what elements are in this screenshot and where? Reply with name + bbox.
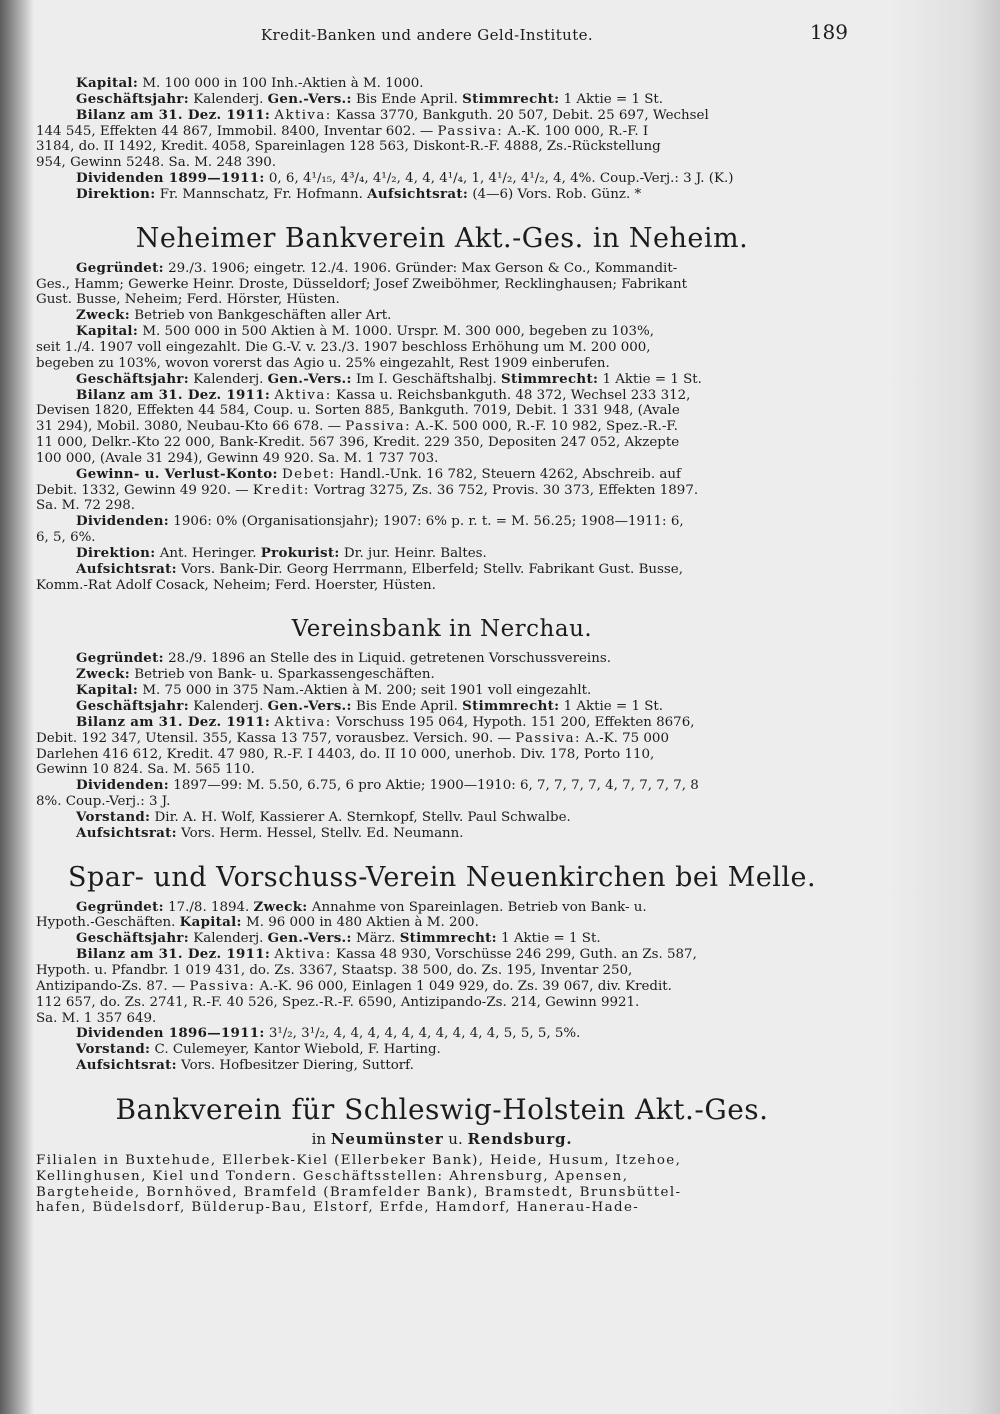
entry-line [36, 699, 848, 715]
field-label: Geschäftsjahr: [76, 698, 189, 714]
field-text: Vortrag 3275, Zs. 36 752, Provis. 30 373, Effekten 1897. [309, 482, 699, 498]
field-text: 100 000, (Avale 31 294), Gewinn 49 920. Sa. M. 1 737 703. [36, 450, 439, 466]
entry-line [36, 419, 848, 435]
field-label: Zweck: [76, 307, 130, 324]
field-text: Fr. Mannschatz, Fr. Hofmann. [155, 186, 368, 202]
field-text: Gust. Busse, Neheim; Ferd. Hörster, Hüsten. [36, 292, 340, 308]
field-label: Direktion: [76, 544, 156, 561]
field-label: Prokurist: [260, 544, 340, 561]
field-text: Komm.-Rat Adolf Cosack, Neheim; Ferd. Hoerster, Hüsten. [36, 577, 436, 593]
bank-title-neuenkirchen: Spar- und Vorschuss-Verein Neuenkirchen bei Melle. [67, 861, 817, 893]
field-text: Vors. Herm. Hessel, Stellv. Ed. Neumann. [176, 825, 464, 841]
field-label: Bilanz am 31. Dez. 1911: [76, 713, 271, 730]
field-text: A.-K. 75 000 [580, 730, 669, 746]
field-text: 1 Aktie = 1 St. [496, 931, 601, 947]
spaced-label: Aktiva: [274, 387, 332, 403]
entry-line [36, 1185, 848, 1201]
field-label: Stimmrecht: [462, 90, 560, 107]
field-text: Kalenderj. [189, 931, 268, 947]
spaced-label: Kredit: [252, 482, 310, 498]
field-text: Vorschuss 195 064, Hypoth. 151 200, Effekten 8676, [331, 714, 695, 730]
field-text: begeben zu 103%, wovon vorerst das Agio u. 25% eingezahlt, Rest 1909 einberufen. [36, 355, 610, 371]
subtitle-mid: u. [443, 1129, 468, 1148]
bank-title-nerchau: Vereinsbank in Nerchau. [291, 616, 593, 643]
entry-schleswig-holstein [36, 1153, 848, 1216]
entry-line [36, 1026, 848, 1042]
field-label: Stimmrecht: [462, 698, 560, 714]
field-label: Direktion: [76, 185, 156, 202]
entry-continued [36, 76, 848, 203]
field-text: M. 500 000 in 500 Aktien à M. 1000. Urspr. M. 300 000, begeben zu 103%, [138, 324, 654, 340]
entry-line [36, 667, 848, 683]
entry-line [36, 308, 848, 324]
field-text: A.-K. 100 000, R.-F. I [503, 123, 649, 139]
field-text: (4—6) Vors. Rob. Günz. * [468, 186, 642, 202]
field-label: Zweck: [76, 666, 130, 683]
field-text: A.-K. 500 000, R.-F. 10 982, Spez.-R.-F. [410, 419, 678, 435]
field-label: Kapital: [76, 682, 139, 699]
running-title: Kredit-Banken und andere Geld-Institute. [260, 26, 594, 44]
entry-line [36, 715, 848, 731]
field-label: Dividenden: [76, 513, 170, 530]
field-label: Aufsichtsrat: [76, 560, 177, 577]
field-text: 144 545, Effekten 44 867, Immobil. 8400, Inventar 602. — [36, 123, 438, 139]
spaced-label: Aktiva: [274, 107, 332, 123]
subtitle-prefix: in [311, 1129, 331, 1148]
field-text: März. [351, 931, 400, 947]
entry-line [36, 1011, 848, 1027]
entry-line [36, 1042, 848, 1058]
field-text: 6, 5, 6%. [36, 530, 96, 546]
field-text: Gewinn 10 824. Sa. M. 565 110. [36, 762, 255, 778]
entry-line [36, 124, 848, 140]
spaced-label: hafen, Büdelsdorf, Bülderup-Bau, Elstorf, Erfde, Hamdorf, Hanerau-Hade- [36, 1200, 640, 1216]
field-text: Debit. 192 347, Utensil. 355, Kassa 13 757, vorausbez. Versich. 90. — [36, 730, 516, 746]
field-text: Bis Ende April. [351, 699, 463, 714]
entry-line [36, 155, 848, 171]
field-text: Ant. Heringer. [155, 545, 261, 561]
entry-line [36, 1058, 848, 1074]
field-text: 1 Aktie = 1 St. [559, 91, 664, 107]
field-text: A.-K. 96 000, Einlagen 1 049 929, do. Zs. 39 067, div. Kredit. [255, 978, 672, 994]
field-label: Aufsichtsrat: [367, 185, 469, 202]
page-number: 189 [809, 20, 848, 44]
entry-line [36, 1153, 848, 1169]
field-text: Sa. M. 1 357 649. [36, 1010, 157, 1026]
field-label: Gegründet: [76, 650, 164, 667]
field-label: Gen.-Vers.: [267, 90, 352, 107]
spaced-label: Passiva: [515, 730, 581, 746]
field-text: Hypoth.-Geschäften. [36, 915, 180, 931]
field-text: Kassa u. Reichsbankguth. 48 372, Wechsel 233 312, [331, 387, 691, 403]
field-label: Vorstand: [76, 1041, 151, 1058]
entry-line [36, 947, 848, 963]
entry-line [36, 261, 848, 277]
entry-line [36, 76, 848, 92]
entry-line [36, 108, 848, 124]
field-text: C. Culemeyer, Kantor Wiebold, F. Harting. [150, 1042, 441, 1058]
bank-title-schleswig-holstein: Bankverein für Schleswig-Holstein Akt.-Ges. [115, 1092, 769, 1126]
entry-line [36, 356, 848, 372]
field-text: Ges., Hamm; Gewerke Heinr. Droste, Düsseldorf; Josef Zweiböhmer, Recklinghausen; Fabrikant [36, 276, 687, 292]
entry-line [36, 530, 848, 546]
entry-line [36, 562, 848, 578]
entry-line [36, 651, 848, 667]
field-label: Gen.-Vers.: [267, 698, 352, 714]
field-label: Aufsichtsrat: [76, 1057, 177, 1074]
field-text: 8%. Coup.-Verj.: 3 J. [36, 794, 171, 810]
field-label: Kapital: [76, 323, 139, 340]
field-label: Gewinn- u. Verlust-Konto: [76, 465, 278, 482]
entry-line [36, 979, 848, 995]
field-label: Stimmrecht: [399, 930, 497, 947]
spaced-label: Kellinghusen, Kiel und Tondern. Geschäftsstellen: Ahrensburg, Apensen, [36, 1168, 629, 1184]
entry-line [36, 963, 848, 979]
entry-line [36, 498, 848, 514]
entry-line [36, 826, 848, 842]
field-text: 1 Aktie = 1 St. [598, 371, 702, 387]
entry-line [36, 467, 848, 483]
spaced-label: Debet: [282, 466, 336, 482]
field-text: 112 657, do. Zs. 2741, R.-F. 40 526, Spez.-R.-F. 6590, Antizipando-Zs. 214, Gewinn 9921. [36, 994, 640, 1010]
field-text: 3¹/₂, 3¹/₂, 4, 4, 4, 4, 4, 4, 4, 4, 4, 4, 5, 5, 5, 5%. [264, 1026, 581, 1042]
entry-nerchau [36, 651, 848, 841]
field-text: Debit. 1332, Gewinn 49 920. — [36, 482, 253, 498]
field-text: Im I. Geschäftshalbj. [351, 371, 502, 387]
entry-line [36, 324, 848, 340]
field-text: Darlehen 416 612, Kredit. 47 980, R.-F. I 4403, do. II 10 000, unerhob. Div. 178, Porto 110, [36, 746, 655, 762]
field-label: Gen.-Vers.: [267, 370, 352, 387]
entry-line [36, 388, 848, 404]
entry-line [36, 277, 848, 293]
field-text: 1906: 0% (Organisationsjahr); 1907: 6% p. r. t. = M. 56.25; 1908—1911: 6, [169, 514, 684, 530]
spaced-label: Bargteheide, Bornhöved, Bramfeld (Bramfelder Bank), Bramstedt, Brunsbüttel- [36, 1184, 682, 1200]
field-text: 11 000, Delkr.-Kto 22 000, Bank-Kredit. 567 396, Kredit. 229 350, Depositen 247 052, Akzepte [36, 435, 680, 451]
entry-neuenkirchen [36, 900, 848, 1074]
field-text: Dir. A. H. Wolf, Kassierer A. Sternkopf, Stellv. Paul Schwalbe. [150, 809, 571, 825]
field-text: Sa. M. 72 298. [36, 498, 136, 514]
spaced-label: Passiva: [437, 123, 504, 139]
field-label: Dividenden 1896—1911: [76, 1025, 265, 1042]
subtitle-place-1: Neumünster [330, 1129, 444, 1148]
field-text: Kalenderj. [189, 91, 268, 107]
field-text: Devisen 1820, Effekten 44 584, Coup. u. Sorten 885, Bankguth. 7019, Debit. 1 331 948, (Avale [36, 403, 680, 419]
field-text: 0, 6, 4¹/₁₅, 4³/₄, 4¹/₂, 4, 4, 4¹/₄, 1, 4¹/₂, 4¹/₂, 4, 4%. Coup.-Verj.: 3 J. (K.) [264, 171, 734, 187]
entry-line [36, 683, 848, 699]
spaced-label: Aktiva: [274, 714, 332, 730]
scan-binding-shadow [0, 0, 34, 1414]
entry-line [36, 372, 848, 388]
field-text: Bis Ende April. [351, 91, 463, 107]
entry-line [36, 403, 848, 419]
field-text: 3184, do. II 1492, Kredit. 4058, Spareinlagen 128 563, Diskont-R.-F. 4888, Zs.-Rückstellung [36, 139, 661, 155]
field-label: Dividenden 1899—1911: [76, 170, 265, 187]
entry-line [36, 483, 848, 499]
spaced-label: Passiva: [189, 978, 256, 994]
field-text: Betrieb von Bank- u. Sparkassengeschäften. [130, 667, 435, 683]
entry-neheim [36, 261, 848, 594]
field-label: Bilanz am 31. Dez. 1911: [76, 106, 271, 123]
field-text: M. 75 000 in 375 Nam.-Aktien à M. 200; seit 1901 voll eingezahlt. [138, 683, 592, 699]
field-label: Kapital: [76, 75, 139, 91]
entry-line [36, 171, 848, 187]
field-label: Geschäftsjahr: [76, 90, 189, 107]
field-text: Hypoth. u. Pfandbr. 1 019 431, do. Zs. 3367, Staatsp. 38 500, do. Zs. 195, Inventar 250, [36, 962, 633, 978]
bank-subtitle [36, 1130, 848, 1149]
entry-line [36, 731, 848, 747]
field-text: Annahme von Spareinlagen. Betrieb von Bank- u. [307, 899, 647, 915]
field-text: 17./8. 1894. [163, 899, 254, 915]
field-text: 954, Gewinn 5248. Sa. M. 248 390. [36, 155, 277, 171]
entry-line [36, 340, 848, 356]
field-text: Betrieb von Bankgeschäften aller Art. [130, 308, 392, 324]
field-text: Kassa 3770, Bankguth. 20 507, Debit. 25 697, Wechsel [331, 107, 709, 123]
field-label: Gegründet: [76, 898, 164, 915]
entry-line [36, 747, 848, 763]
entry-line [36, 292, 848, 308]
field-label: Bilanz am 31. Dez. 1911: [76, 946, 271, 963]
entry-line [36, 435, 848, 451]
field-text: M. 100 000 in 100 Inh.-Aktien à M. 1000. [138, 76, 424, 91]
field-label: Aufsichtsrat: [76, 824, 177, 841]
field-text: Vors. Hofbesitzer Diering, Suttorf. [176, 1058, 414, 1074]
field-text: Kalenderj. [189, 699, 268, 714]
field-text: 28./9. 1896 an Stelle des in Liquid. getretenen Vorschussvereins. [163, 651, 611, 667]
field-label: Gegründet: [76, 259, 164, 276]
field-text: 1897—99: M. 5.50, 6.75, 6 pro Aktie; 1900—1910: 6, 7, 7, 7, 7, 4, 7, 7, 7, 7, 8 [169, 778, 699, 794]
field-label: Kapital: [179, 914, 242, 931]
entry-line [36, 578, 848, 594]
field-text: 1 Aktie = 1 St. [559, 699, 664, 714]
spaced-label: Aktiva: [274, 947, 332, 963]
entry-line [36, 995, 848, 1011]
field-label: Bilanz am 31. Dez. 1911: [76, 386, 271, 403]
subtitle-place-2: Rendsburg. [467, 1129, 573, 1148]
field-text: 31 294), Mobil. 3080, Neubau-Kto 66 678. — [36, 419, 346, 435]
field-text: seit 1./4. 1907 voll eingezahlt. Die G.-V. v. 23./3. 1907 beschloss Erhöhung um M. 200 000, [36, 339, 651, 355]
entry-line [36, 1169, 848, 1185]
field-label: Dividenden: [76, 777, 170, 794]
entry-line [36, 514, 848, 530]
entry-line [36, 931, 848, 947]
field-label: Vorstand: [76, 808, 151, 825]
field-label: Gen.-Vers.: [267, 930, 352, 947]
field-text: Antizipando-Zs. 87. — [36, 978, 190, 994]
entry-line [36, 187, 848, 203]
entry-line [36, 915, 848, 931]
book-page [36, 20, 848, 1216]
entry-line [36, 810, 848, 826]
entry-line [36, 900, 848, 916]
entry-line [36, 92, 848, 108]
field-label: Stimmrecht: [501, 370, 599, 387]
scan-edge-shadow [890, 0, 1000, 1414]
bank-title-neheim: Neheimer Bankverein Akt.-Ges. in Neheim. [135, 222, 749, 254]
entry-line [36, 1200, 848, 1216]
spaced-label: Filialen in Buxtehude, Ellerbek-Kiel (Ellerbeker Bank), Heide, Husum, Itzehoe, [36, 1152, 682, 1168]
entry-line [36, 794, 848, 810]
entry-line [36, 139, 848, 155]
spaced-label: Passiva: [345, 419, 411, 435]
field-text: Dr. jur. Heinr. Baltes. [339, 545, 487, 561]
entry-line [36, 778, 848, 794]
entry-line [36, 451, 848, 467]
field-label: Geschäftsjahr: [76, 930, 189, 947]
entry-line [36, 546, 848, 562]
field-text: Kassa 48 930, Vorschüsse 246 299, Guth. an Zs. 587, [331, 947, 697, 963]
field-text: Kalenderj. [189, 371, 268, 387]
field-label: Geschäftsjahr: [76, 370, 189, 387]
field-text: Handl.-Unk. 16 782, Steuern 4262, Abschreib. auf [335, 466, 681, 482]
entry-line [36, 762, 848, 778]
field-label: Zweck: [253, 898, 308, 915]
running-head [36, 20, 848, 58]
field-text: M. 96 000 in 480 Aktien à M. 200. [241, 915, 479, 931]
field-text: Vors. Bank-Dir. Georg Herrmann, Elberfeld; Stellv. Fabrikant Gust. Busse, [176, 561, 683, 577]
field-text: 29./3. 1906; eingetr. 12./4. 1906. Gründer: Max Gerson & Co., Kommandit- [163, 260, 678, 276]
